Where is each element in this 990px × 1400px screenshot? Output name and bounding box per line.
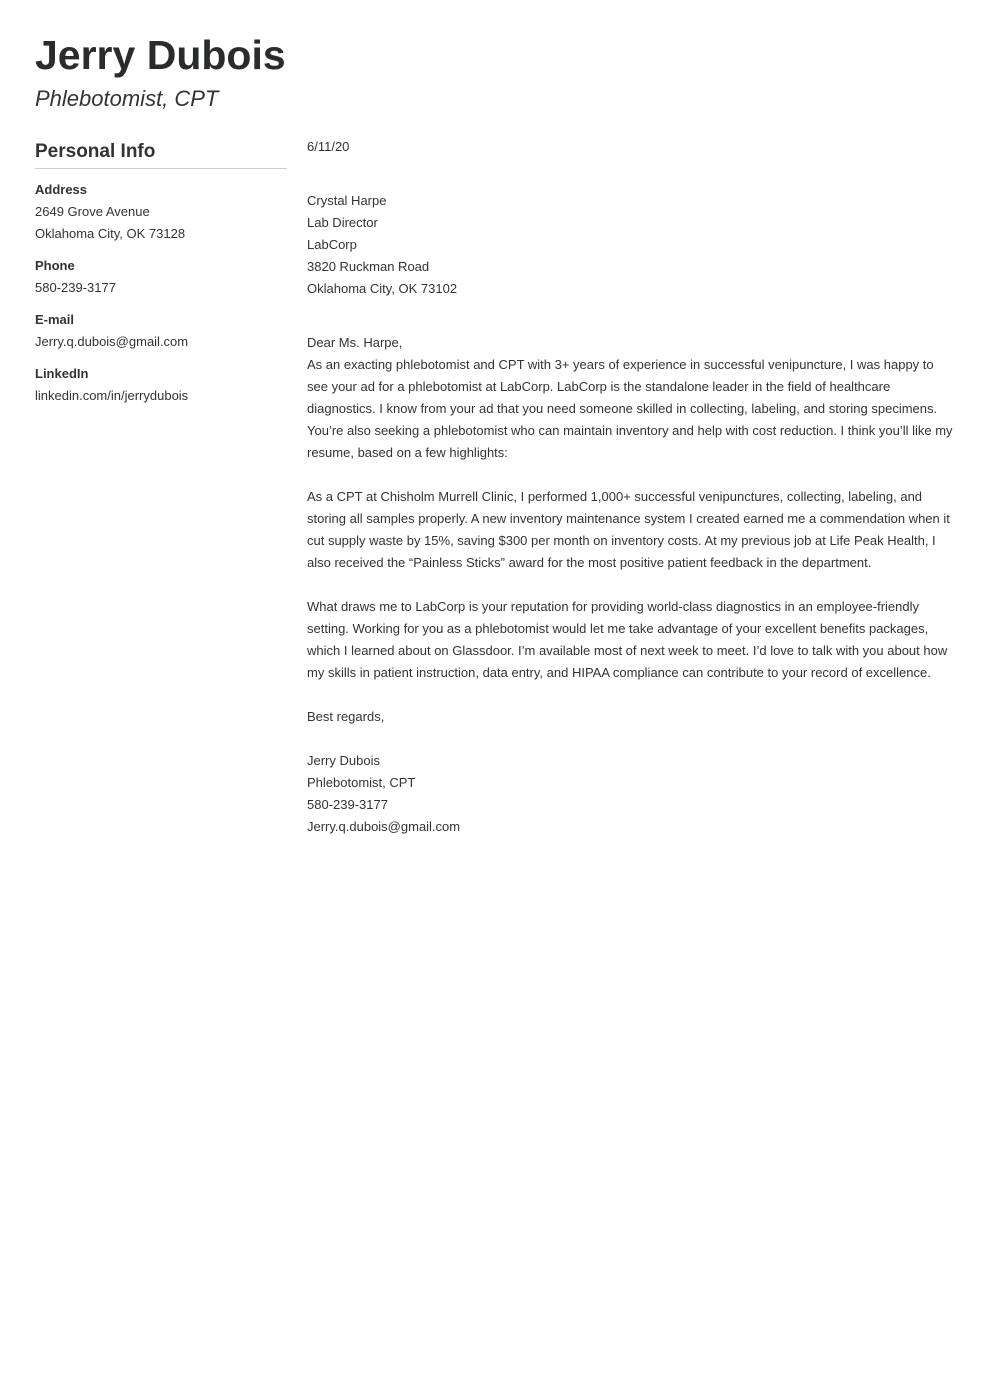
phone-value: 580-239-3177 xyxy=(35,280,116,295)
letter-paragraph-3: What draws me to LabCorp is your reputation for providing world-class diagnostics in an employee-friendly setting. Working for you as a phlebotomist would let me take advantage of your excellent benefits packages, which I learned about on Glassdoor. I’m available most of next week to meet. I’d love to talk with you about how my skills in patient instruction, data entry, and HIPAA compliance can contribute to your record of excellence. xyxy=(307,599,948,680)
applicant-name: Jerry Dubois xyxy=(35,32,286,78)
letter-date: 6/11/20 xyxy=(307,139,350,154)
signature-phone: 580-239-3177 xyxy=(307,797,388,812)
spacer xyxy=(307,684,957,706)
signature-email: Jerry.q.dubois@gmail.com xyxy=(307,819,461,834)
letter-paragraph-2: As a CPT at Chisholm Murrell Clinic, I performed 1,000+ successful venipunctures, collecting, labeling, and storing all samples properly. A new inventory maintenance system I created earned me a commendation when it cut supply waste by 15%, saving $300 per month on inventory costs. At my previous job at Life Peak Health, I also received the “Painless Sticks” award for the most positive patient feedback in the department. xyxy=(307,489,950,570)
signature-title: Phlebotomist, CPT xyxy=(307,775,416,790)
phone-label: Phone xyxy=(35,258,75,273)
spacer xyxy=(307,728,957,750)
spacer xyxy=(307,464,957,486)
linkedin-label: LinkedIn xyxy=(35,366,89,381)
signature-name: Jerry Dubois xyxy=(307,753,380,768)
signature-block xyxy=(307,750,957,838)
email-label: E-mail xyxy=(35,312,75,327)
resume-header xyxy=(35,30,286,113)
linkedin-value: linkedin.com/in/jerrydubois xyxy=(35,388,189,403)
recipient-city: Oklahoma City, OK 73102 xyxy=(307,281,458,296)
personal-info-sidebar xyxy=(35,138,287,407)
spacer xyxy=(307,158,957,190)
personal-info-heading: Personal Info xyxy=(35,138,287,169)
address-label: Address xyxy=(35,182,88,197)
recipient-name: Crystal Harpe xyxy=(307,193,387,208)
applicant-title: Phlebotomist, CPT xyxy=(35,86,219,111)
closing: Best regards, xyxy=(307,709,385,724)
letter-paragraph-1: As an exacting phlebotomist and CPT with 3+ years of experience in successful venipuncture, I was happy to see your ad for a phlebotomist at LabCorp. LabCorp is the standalone leader in the field of healthcare diagnostics. I know from your ad that you need someone skilled in collecting, labeling, and storing specimens. You’re also seeking a phlebotomist who can maintain inventory and help with cost reduction. I think you’ll like my resume, based on a few highlights: xyxy=(307,357,953,460)
recipient-street: 3820 Ruckman Road xyxy=(307,259,430,274)
recipient-title: Lab Director xyxy=(307,215,378,230)
address-city: Oklahoma City, OK 73128 xyxy=(35,226,186,241)
email-value: Jerry.q.dubois@gmail.com xyxy=(35,334,189,349)
recipient-block xyxy=(307,190,957,300)
linkedin-group xyxy=(35,363,287,407)
spacer xyxy=(307,300,957,332)
email-group xyxy=(35,309,287,353)
cover-letter-body xyxy=(307,136,957,838)
address-group xyxy=(35,179,287,245)
salutation: Dear Ms. Harpe, xyxy=(307,335,403,350)
address-street: 2649 Grove Avenue xyxy=(35,204,150,219)
recipient-company: LabCorp xyxy=(307,237,357,252)
phone-group xyxy=(35,255,287,299)
spacer xyxy=(307,574,957,596)
